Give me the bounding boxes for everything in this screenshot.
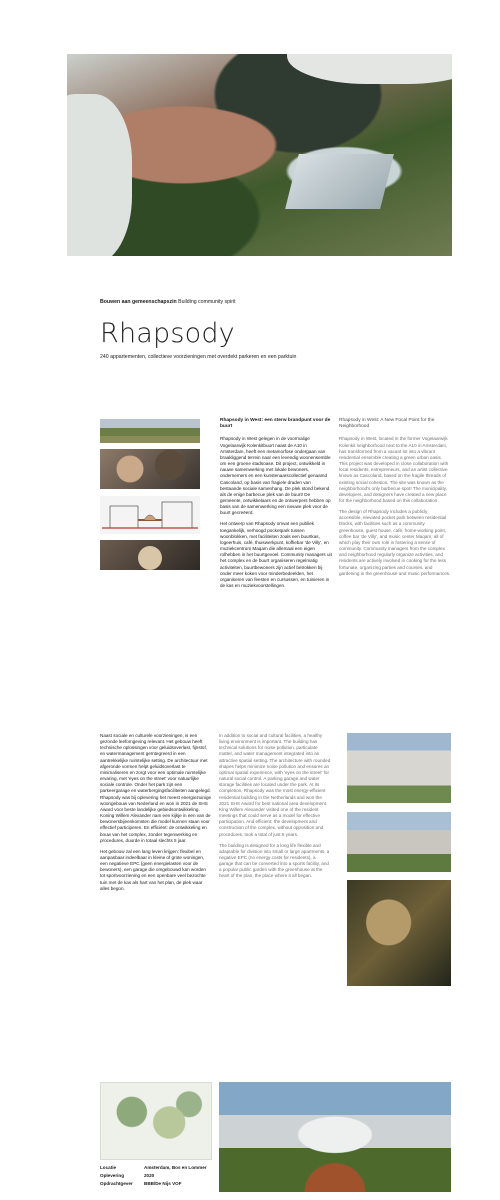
page-title: Rhapsody — [100, 318, 235, 349]
paragraph: Naast sociale en culturele voorzieningen, is een gezonde leefomgeving relevant. Het gebouw heeft technische oplossingen voor geluidsoverlast, fijnstof, en watermanagement geïntegreerd in een aantrekkelijke ruimtelijke setting. De architectuur met afgeronde vormen helpt geluidsoverlast te minimaliseren en zorgt voor een optimale ruimtelijke ervaring, met 'eyes on the street' voor natuurlijke sociale controle. Onder het park zijn een parkeergarage en waterbergingsfaciliteiten aangelegd. Rhapsody was bij oplevering het meest energiezuinige woongebouw van Nederland en won in 2021 de SHS Award voor beste landelijke gebiedsontwikkeling. Koning Willem Alexander nam een kijkje in een van de bewonersbijeenkomsten die model kunnen staan voor effectief participeren. En efficiënt: de ontwikkeling en bouw van het complex, zonder tegenwerking en procedures, duurde in totaal slechts 5 jaar. — [100, 733, 212, 843]
subtitle-en: Building community spirit — [178, 299, 236, 305]
section-drawing — [100, 496, 200, 534]
hero-aerial-photo — [67, 54, 452, 256]
project-meta — [100, 1164, 220, 1188]
paragraph: Rhapsody in West, located in the former Vogelaarwijk Kolenkit neighborhood next to the A10 in Amsterdam, has transformed from a vacant lot into a vibrant residential ensemble creating a green urban oasis. This project was developed in close collaboration with local residents, entrepreneurs, and an artist collective known as Cascoland, based on the fragile threads of existing social cohesion. The site was known as the neighborhood's only barbecue spot! The municipality, developers, and designers have created a new place for the neighborhood based on this collaboration. — [339, 436, 449, 503]
building-photo-2 — [347, 812, 451, 872]
section-heading-en: Rhapsody in West: A New Focal Point for the Neighborhood — [339, 418, 435, 430]
community-photo — [100, 540, 200, 570]
hero-building-top — [287, 54, 452, 84]
meta-row — [100, 1172, 220, 1180]
meta-value: BBB/De Nijs VOF — [144, 1181, 182, 1186]
paragraph: Het ontwerp van Rhapsody omvat een publiek toegankelijk, verhoogd pocketpark tussen woonblokken, met faciliteiten zoals een buurtkas, logeerhuis, café, thuiswerkpunt, koffiebar 'de Villy', en muziekcentrum Maqam die allemaal een eigen rolhebben in het buurtgevoel. Community managers uit het complex en de buurt organiseren regelmatig activiteiten, buurtbewoners zijn actief betrokken bij onder meer koken voor minderbedeelden, het organiseren van feesten en cursussen, en tuinieren in de kas en muziekvoorstellingen. — [220, 521, 332, 588]
section-drawing-svg — [100, 496, 200, 534]
subtitle-line — [100, 299, 236, 305]
meta-key: Oplevering — [100, 1173, 124, 1178]
hero-greenhouse — [285, 154, 394, 209]
column-english-1 — [339, 418, 451, 582]
building-exterior-photo — [219, 1082, 451, 1192]
meta-row — [100, 1180, 220, 1188]
site-photo — [100, 419, 200, 443]
column-english-2 — [219, 733, 331, 885]
meeting-photo — [100, 449, 200, 489]
meta-key: Opdrachtgever — [100, 1181, 133, 1186]
meta-row — [100, 1164, 220, 1172]
meta-value: 2020 — [144, 1173, 155, 1178]
paragraph: The building is designed for a long life flexible and adaptable for division into small or large apartments, a negative EPC (no energy costs for residents), a garage that can be converted into a sports facility, and a popular public garden with the greenhouse at the heart of the plan, the place where it all began. — [219, 842, 330, 879]
paragraph: The design of Rhapsody includes a publicly accessible, elevated pocket park between residential blocks, with facilities such as a community greenhouse, guest house, café, home-working point, coffee bar 'de Villy', and music center Maqam, all of which play their own role in fostering a sense of community. Community managers from the complex and neighborhood regularly organize activities, and residents are actively involved in cooking for the less fortunate, organizing parties and courses, and gardening in the greenhouse and music performances. — [339, 509, 451, 576]
column-dutch-2 — [100, 733, 212, 897]
page-tagline: 240 appartementen, collectieve voorzieningen met overdekt parkeren en een parktuin — [100, 354, 297, 360]
column-dutch-1 — [220, 418, 332, 594]
meta-value: Amsterdam, Bos en Lommer — [144, 1165, 207, 1170]
paragraph: In addition to social and cultural facilities, a healthy living environment is important. The building has technical solutions for noise pollution, particulate matter, and water management integrated into an attractive spatial setting. The architecture with rounded shapes helps minimize noise pollution and ensures an optimal spatial experience, with 'eyes on the street' for natural social control. A parking garage and water storage facilities are located under the park. At its completion, Rhapsody was the most energy-efficient residential building in the Netherlands and won the 2021 SHS Award for best national area development. King Willem Alexander visited one of the resident meetings that could serve as a model for effective participation. And efficient: the development and construction of the complex, without opposition and procedures, took a total of just 5 years. — [219, 733, 331, 837]
paragraph: Rhapsody in West gelegen in de voormalige Vogelaarwijk Kolenkitbuurt naast de A10 in Amsterdam, heeft een metamorfose ondergaan van braakliggend terrein naar een levendig woonensemble om een groene stadsoase. Dit project, ontwikkeld in nauwe samenwerking met lokale bewoners, ondernemers en een kunstenaarscollectief genaamd Cascoland, op basis van fragiele draden van bestaande sociale samenhang. De plek stond bekend als de enige barbecue plek van de buurt! De gemeente, ontwikkelaars en de ontwerpers hebben op basis van de samenwerking een nieuwe plek voor de buurt gecreëerd. — [220, 436, 331, 516]
section-heading-nl: Rhapsody in West: een sterw brandpunt voor de buurt — [220, 418, 331, 430]
greenhouse-interior-photo — [347, 880, 451, 986]
site-plan-drawing — [100, 1082, 212, 1160]
subtitle-nl: Bouwen aan gemeenschapszin — [100, 299, 177, 305]
building-photo-1 — [347, 733, 451, 803]
meta-key: Locatie — [100, 1165, 117, 1170]
hero-building-left — [67, 94, 132, 256]
paragraph: Het gebouw zal een lang leven krijgen; flexibel en aanpasbaar indeelbaar in kleine of grote woningen, een negatieve EPC (geen energielasten voor de bewoners), een garage die omgebouwd kan worden tot sportvoorziening en een openbare veel bezochte tuin met de kas als hart van het plan, de plek waar alles begon. — [100, 848, 206, 891]
